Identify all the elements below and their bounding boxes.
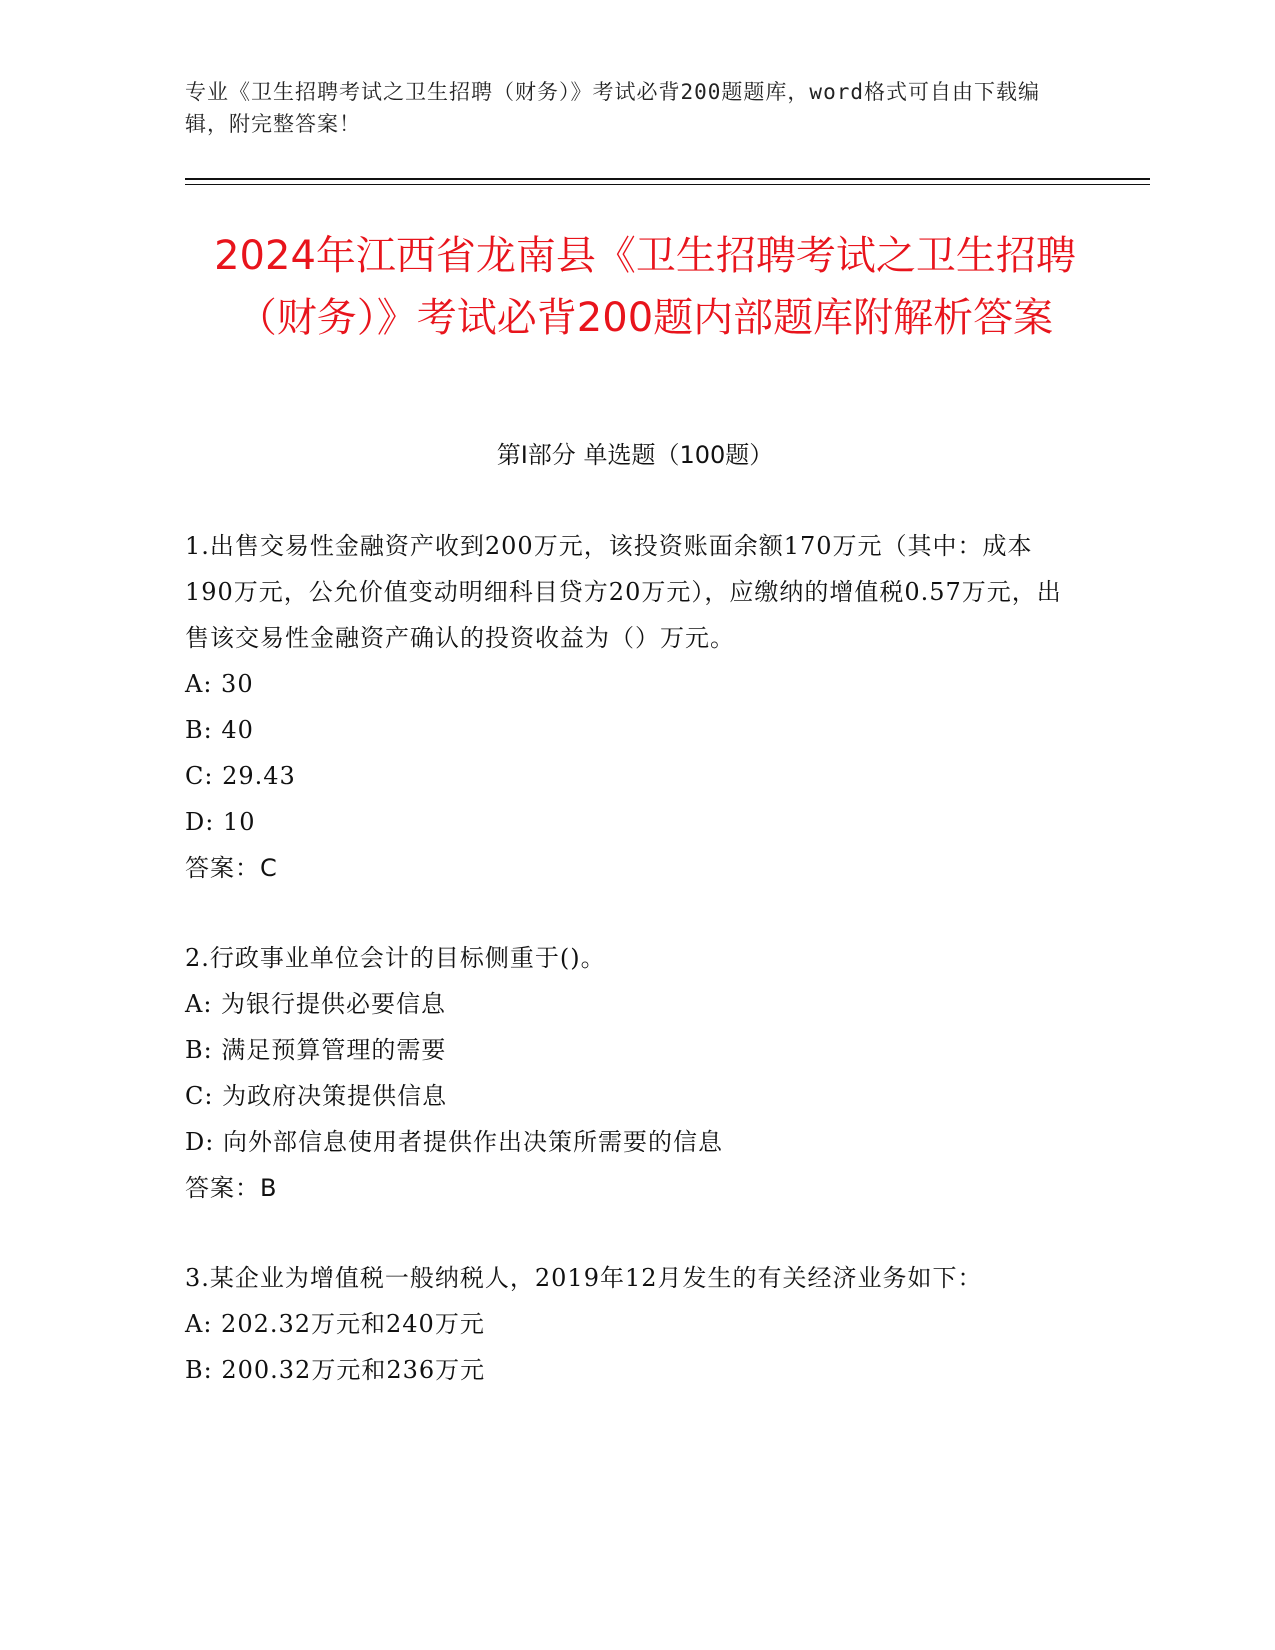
option-a: A: 202.32万元和240万元 xyxy=(185,1310,485,1338)
question-list xyxy=(185,523,1075,1437)
question-stem: 3.某企业为增值税一般纳税人，2019年12月发生的有关经济业务如下： xyxy=(185,1264,983,1292)
option-d: D: 10 xyxy=(185,808,256,836)
section-heading: 第I部分 单选题（100题） xyxy=(496,441,774,469)
header-rule-thick xyxy=(185,178,1150,180)
question-stem: 1.出售交易性金融资产收到200万元，该投资账面余额170万元（其中：成本190万元，公允价值变动明细科目贷方20万元），应缴纳的增值税0.57万元，出售该交易性金融资产确认的投资收益为（）万元。 xyxy=(185,532,1062,652)
answer-line: 答案：C xyxy=(185,854,278,882)
question-stem: 2.行政事业单位会计的目标侧重于()。 xyxy=(185,944,606,972)
option-a: A: 30 xyxy=(185,670,254,698)
option-c: C: 29.43 xyxy=(185,762,296,790)
document-title: 2024年江西省龙南县《卫生招聘考试之卫生招聘（财务）》考试必背200题内部题库附解析答案 xyxy=(214,233,1076,341)
question-3 xyxy=(185,1255,1075,1393)
question-1 xyxy=(185,523,1075,891)
answer-line: 答案：B xyxy=(185,1174,278,1202)
header-note: 专业《卫生招聘考试之卫生招聘（财务）》考试必背200题题库，word格式可自由下载编辑，附完整答案！ xyxy=(185,80,1040,136)
header-rule-thin xyxy=(185,184,1150,185)
option-c: C: 为政府决策提供信息 xyxy=(185,1082,448,1110)
option-b: B: 200.32万元和236万元 xyxy=(185,1356,486,1384)
option-b: B: 满足预算管理的需要 xyxy=(185,1036,447,1064)
option-b: B: 40 xyxy=(185,716,254,744)
question-2 xyxy=(185,935,1075,1211)
option-a: A: 为银行提供必要信息 xyxy=(185,990,447,1018)
option-d: D: 向外部信息使用者提供作出决策所需要的信息 xyxy=(185,1128,723,1156)
